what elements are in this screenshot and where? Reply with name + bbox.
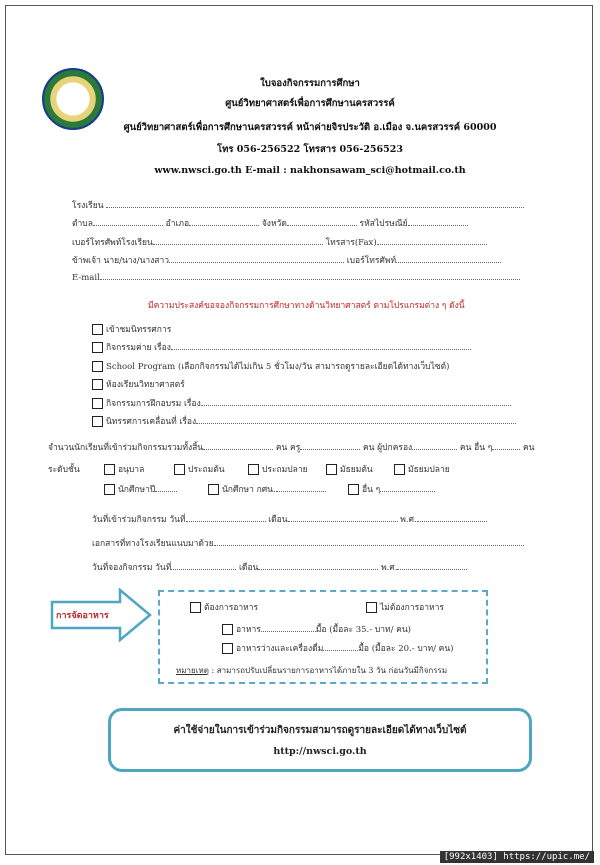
- checkbox[interactable]: [174, 464, 185, 475]
- cost-info-box: [108, 708, 532, 772]
- checkbox[interactable]: [222, 624, 233, 635]
- join-date-line[interactable]: วันที่เข้าร่วมกิจกรรม วันที่ เดือน พ.ศ.: [92, 512, 487, 526]
- level-primary-lower[interactable]: ประถมต้น: [174, 462, 225, 476]
- checkbox[interactable]: [92, 342, 103, 353]
- checkbox[interactable]: [348, 484, 359, 495]
- checkbox[interactable]: [394, 464, 405, 475]
- school-label: โรงเรียน: [72, 201, 104, 211]
- food-snack[interactable]: อาหารว่างและเครื่องดื่ม มื้อ (มื้อละ 20.- บาท/ คน): [222, 641, 453, 655]
- checkbox[interactable]: [190, 602, 201, 613]
- purpose-title: มีความประสงค์ขอจองกิจกรรมการศึกษาทางด้านวิทยาศาสตร์ ตามโปรแกรมต่าง ๆ ดังนี้: [148, 301, 465, 311]
- cost-text: ค่าใช้จ่ายในการเข้าร่วมกิจกรรมสามารถดูรายละเอียดได้ทางเว็บไซต์: [173, 725, 467, 736]
- level-kindergarten[interactable]: อนุบาล: [104, 462, 144, 476]
- checkbox[interactable]: [92, 361, 103, 372]
- checkbox[interactable]: [248, 464, 259, 475]
- level-university[interactable]: นักศึกษาปี: [104, 482, 177, 496]
- checkbox[interactable]: [92, 324, 103, 335]
- header-title: ใบจองกิจกรรมการศึกษา: [260, 78, 360, 89]
- food-note: หมายเหตุ : สามารถปรับเปลี่ยนรายการอาหารได้ภายใน 3 วัน ก่อนวันมีกิจกรรม: [176, 666, 448, 675]
- checkbox[interactable]: [92, 416, 103, 427]
- activity-camp[interactable]: กิจกรรมค่าย เรื่อง: [92, 340, 471, 354]
- school-seal-logo: [42, 68, 104, 130]
- district-label: อำเภอ: [165, 219, 190, 229]
- cost-url-link[interactable]: http://nwsci.go.th: [273, 746, 367, 757]
- phone-fax-line[interactable]: [72, 235, 487, 249]
- checkbox[interactable]: [222, 643, 233, 654]
- activity-school-program[interactable]: School Program (เลือกกิจกรรมได้ไม่เกิน 5 ชั่วโมง/วัน สามารถดูรายละเอียดได้ทางเว็บไซต์): [92, 359, 449, 373]
- watermark: [992x1403] https://upic.me/: [440, 851, 594, 863]
- activity-mobile-exhibition[interactable]: นิทรรศการเคลื่อนที่ เรื่อง: [92, 414, 516, 428]
- level-secondary-upper[interactable]: มัธยมปลาย: [394, 462, 450, 476]
- checkbox[interactable]: [366, 602, 377, 613]
- activity-training[interactable]: กิจกรรมการฝึกอบรม เรื่อง: [92, 396, 511, 410]
- subdistrict-label: ตำบล: [72, 219, 93, 229]
- email-line[interactable]: [72, 271, 520, 283]
- school-line[interactable]: [72, 198, 524, 212]
- level-secondary-lower[interactable]: มัธยมต้น: [326, 462, 373, 476]
- phone-label: เบอร์โทรศัพท์: [346, 256, 397, 266]
- activity-exhibition[interactable]: เข้าชมนิทรรศการ: [92, 322, 171, 336]
- participant-count-line[interactable]: จำนวนนักเรียนที่เข้าร่วมกิจกรรมรวมทั้งสิ้น คน ครู คน ผู้ปกครอง คน อื่น ๆ คน: [48, 443, 535, 453]
- school-phone-label: เบอร์โทรศัพท์โรงเรียน: [72, 238, 153, 248]
- header-center-name: ศูนย์วิทยาศาสตร์เพื่อการศึกษานครสวรรค์: [225, 98, 395, 109]
- activity-science-room[interactable]: ห้องเรียนวิทยาศาสตร์: [92, 377, 185, 391]
- contact-line[interactable]: [72, 253, 501, 267]
- checkbox[interactable]: [92, 398, 103, 409]
- fax-label: โทรสาร(Fax): [325, 238, 377, 248]
- level-nfe[interactable]: นักศึกษา กศน.: [208, 482, 326, 496]
- postcode-label: รหัสไปรษณีย์: [359, 219, 408, 229]
- booking-date-line[interactable]: วันที่จองกิจกรรม วันที่ เดือน พ.ศ.: [92, 560, 467, 574]
- address-line[interactable]: [72, 216, 468, 230]
- checkbox[interactable]: [104, 484, 115, 495]
- header-web-email: www.nwsci.go.th E-mail : nakhonsawam_sci@hotmail.co.th: [154, 165, 466, 176]
- header-address: ศูนย์วิทยาศาสตร์เพื่อการศึกษานครสวรรค์ หน้าค่ายจิรประวัติ อ.เมือง จ.นครสวรรค์ 60000: [123, 122, 497, 133]
- checkbox[interactable]: [104, 464, 115, 475]
- checkbox[interactable]: [208, 484, 219, 495]
- level-primary-upper[interactable]: ประถมปลาย: [248, 462, 308, 476]
- documents-line[interactable]: เอกสารที่ทางโรงเรียนแนบมาด้วย: [92, 536, 524, 550]
- food-need[interactable]: ต้องการอาหาร: [190, 600, 258, 614]
- food-meal[interactable]: อาหาร มื้อ (มื้อละ 35.- บาท/ คน): [222, 622, 411, 636]
- food-options-box: [158, 590, 488, 684]
- header-phone: โทร 056-256522 โทรสาร 056-256523: [217, 144, 403, 155]
- email-label: E-mail: [72, 273, 100, 283]
- contact-label: ข้าพเจ้า นาย/นาง/นางสาว: [72, 256, 170, 266]
- level-other[interactable]: อื่น ๆ: [348, 482, 435, 496]
- level-label: ระดับชั้น: [48, 465, 80, 475]
- province-label: จังหวัด: [261, 219, 287, 229]
- checkbox[interactable]: [92, 379, 103, 390]
- food-arrow: [50, 588, 152, 642]
- food-arrow-label: การจัดอาหาร: [56, 611, 109, 621]
- food-no-need[interactable]: ไม่ต้องการอาหาร: [366, 600, 444, 614]
- checkbox[interactable]: [326, 464, 337, 475]
